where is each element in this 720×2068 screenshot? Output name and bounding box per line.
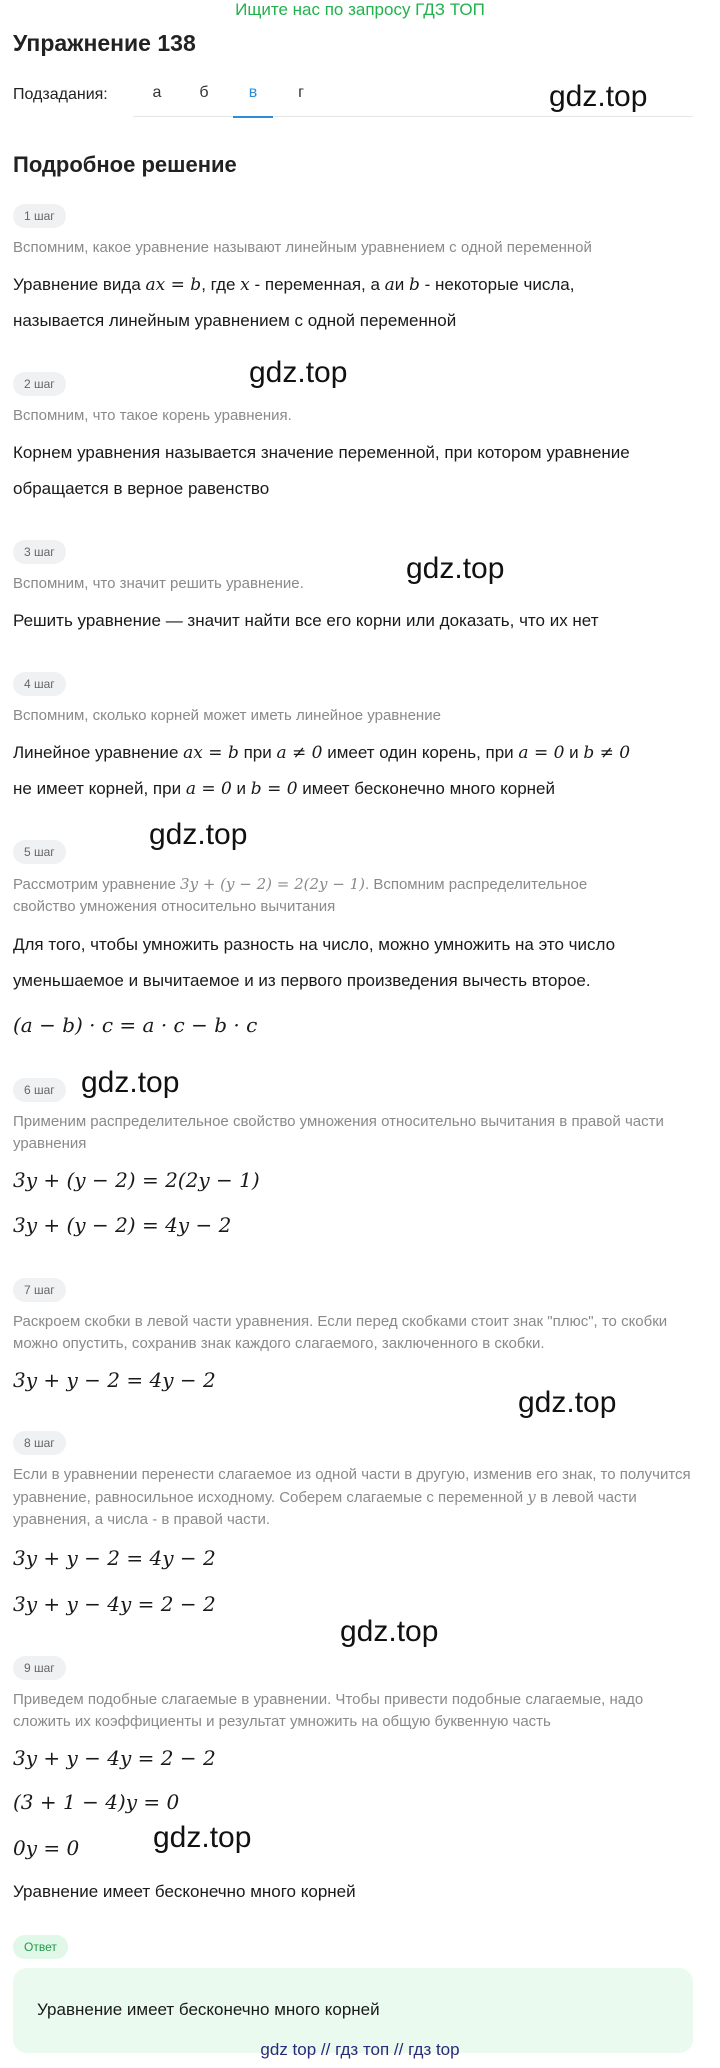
watermark: gdz.top: [249, 356, 348, 389]
step-text: Уравнение вида ax = b, где x - переменная, а aи b - некоторые числа,: [13, 275, 575, 295]
tab-b[interactable]: б: [199, 84, 209, 101]
step-text: Корнем уравнения называется значение переменной, при котором уравнение: [13, 443, 630, 462]
answer-badge: Ответ: [13, 1935, 68, 1959]
step-text: уменьшаемое и вычитаемое и из первого произведения вычесть второе.: [13, 971, 591, 990]
equation: 3y + y − 2 = 4y − 2: [13, 1368, 216, 1392]
step-badge: 9 шаг: [13, 1656, 66, 1680]
equation: (a − b) · c = a · c − b · c: [13, 1013, 258, 1037]
watermark: gdz.top: [340, 1615, 439, 1648]
section-title: Подробное решение: [13, 152, 237, 177]
footer-links[interactable]: gdz top // гдз топ // гдз top: [260, 2040, 460, 2059]
step-badge: 2 шаг: [13, 372, 66, 396]
watermark: gdz.top: [518, 1386, 617, 1419]
step-hint: Вспомним, что значит решить уравнение.: [13, 575, 304, 592]
step-hint: Вспомним, сколько корней может иметь линейное уравнение: [13, 707, 441, 724]
equation: 0y = 0: [13, 1836, 80, 1860]
tab-v[interactable]: в: [233, 84, 273, 118]
answer-text: Уравнение имеет бесконечно много корней: [37, 2000, 380, 2019]
step-hint: Приведем подобные слагаемые в уравнении. Чтобы привести подобные слагаемые, надо сложить их коэффициенты и результат умножить на общую буквенную часть: [13, 1691, 644, 1730]
step-badge: 5 шаг: [13, 840, 66, 864]
step-text: Линейное уравнение ax = b при a ≠ 0 имеет один корень, при a = 0 и b ≠ 0: [13, 743, 631, 763]
step-hint: Вспомним, что такое корень уравнения.: [13, 407, 292, 424]
watermark: gdz.top: [406, 552, 505, 585]
step-text: обращается в верное равенство: [13, 479, 270, 498]
tab-a[interactable]: а: [152, 84, 162, 101]
promo-banner[interactable]: Ищите нас по запросу ГДЗ ТОП: [235, 0, 485, 19]
step-badge: 6 шаг: [13, 1078, 66, 1102]
step-badge: 1 шаг: [13, 204, 66, 228]
subtasks-label: Подзадания:: [13, 86, 108, 103]
watermark: gdz.top: [549, 80, 648, 113]
step-badge: 4 шаг: [13, 672, 66, 696]
step-text: называется линейным уравнением с одной переменной: [13, 311, 457, 330]
step-hint: Вспомним, какое уравнение называют линейным уравнением с одной переменной: [13, 239, 592, 256]
step-badge: 8 шаг: [13, 1431, 66, 1455]
equation: 3y + y − 2 = 4y − 2: [13, 1546, 216, 1570]
step-hint: Рассмотрим уравнение 3y + (y − 2) = 2(2y − 1). Вспомним распределительное свойство умножения относительно вычитания: [13, 875, 588, 915]
step-text: Для того, чтобы умножить разность на число, можно умножить на это число: [13, 935, 616, 954]
equation: 3y + (y − 2) = 4y − 2: [13, 1213, 232, 1237]
subtasks-divider: [133, 116, 693, 117]
equation: 3y + y − 4y = 2 − 2: [13, 1592, 216, 1616]
step-text: Решить уравнение — значит найти все его корни или доказать, что их нет: [13, 611, 599, 630]
step-hint: Применим распределительное свойство умножения относительно вычитания в правой части уравнения: [13, 1113, 664, 1152]
step-text: не имеет корней, при a = 0 и b = 0 имеет бесконечно много корней: [13, 779, 555, 799]
tab-g[interactable]: г: [298, 84, 304, 101]
equation: 3y + y − 4y = 2 − 2: [13, 1746, 216, 1770]
step-badge: 7 шаг: [13, 1278, 66, 1302]
step-text: Уравнение имеет бесконечно много корней: [13, 1882, 356, 1901]
step-hint: Раскроем скобки в левой части уравнения. Если перед скобками стоит знак "плюс", то скобки можно опустить, сохранив знак каждого слагаемого, заключенного в скобки.: [13, 1313, 668, 1352]
step-badge: 3 шаг: [13, 540, 66, 564]
equation: 3y + (y − 2) = 2(2y − 1): [13, 1168, 260, 1192]
watermark: gdz.top: [153, 1821, 252, 1854]
equation: (3 + 1 − 4)y = 0: [13, 1790, 180, 1814]
watermark: gdz.top: [149, 818, 248, 851]
page-title: Упражнение 138: [13, 30, 196, 56]
step-hint: Если в уравнении перенести слагаемое из одной части в другую, изменив его знак, то получится уравнение, равносильное исходному. Соберем слагаемые с переменной y в левой части уравнения, а числа - в правой части.: [13, 1466, 691, 1528]
watermark: gdz.top: [81, 1066, 180, 1099]
